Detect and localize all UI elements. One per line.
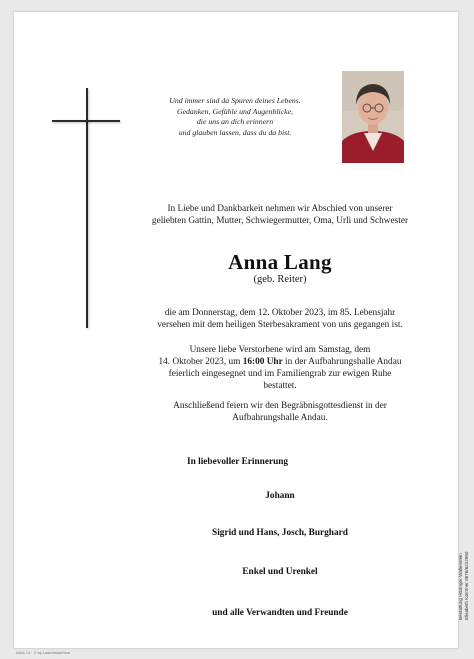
mourner-husband: Johann	[265, 491, 295, 501]
mass-info	[100, 400, 460, 424]
funeral-line: feierlich eingesegnet und im Familiengrab zur ewigen Ruhe	[168, 369, 392, 379]
deceased-portrait	[342, 71, 404, 163]
intro-line: In Liebe und Dankbarkeit nehmen wir Abschied von unserer	[167, 204, 393, 214]
mourner-relatives: und alle Verwandten und Freunde	[212, 608, 348, 618]
cross-icon-horizontal	[52, 120, 120, 122]
mass-line: Anschließend feiern wir den Begräbnisgottesdienst in der	[173, 401, 387, 411]
mourner-children: Sigrid und Hans, Josch, Burghard	[212, 528, 348, 538]
verse-line: und glauben lassen, dass du da bist.	[178, 127, 292, 137]
intro-line: geliebten Gattin, Mutter, Schwiegermutter, Oma, Urli und Schwester	[151, 216, 409, 226]
death-notice	[100, 307, 460, 331]
undertaker-credit	[458, 510, 470, 620]
funeral-line: bestattet.	[263, 381, 297, 391]
funeral-date: 14. Oktober 2023, um	[158, 357, 243, 367]
death-notice-line: die am Donnerstag, dem 12. Oktober 2023, im 85. Lebensjahr	[164, 308, 396, 318]
deceased-name: Anna Lang	[228, 250, 332, 274]
cross-icon-vertical	[86, 88, 88, 328]
mourners-heading: In liebevoller Erinnerung	[187, 457, 289, 467]
portrait-image	[342, 71, 404, 163]
mourner-grandchildren: Enkel und Urenkel	[242, 567, 318, 577]
print-code: A5/A 74 · © by Lasermaschine	[16, 650, 71, 655]
verse-line: Gedanken, Gefühle und Augenblicke,	[176, 106, 294, 116]
intro-text	[100, 203, 460, 227]
funeral-line: Unsere liebe Verstorbene wird am Samstag, dem	[189, 345, 371, 355]
memorial-verse	[135, 96, 335, 138]
mass-line: Aufbahrungshalle Andau.	[232, 413, 328, 423]
verse-line: Und immer sind da Spuren deines Lebens.	[169, 96, 301, 105]
credit-line: Elisabeth Kärntner 0676/6222950	[464, 551, 469, 620]
funeral-location: in der Aufbahrungshalle Andau	[282, 357, 402, 367]
funeral-line-date	[100, 356, 460, 368]
funeral-info	[100, 344, 460, 392]
verse-line: die uns an dich erinnern	[196, 117, 274, 126]
maiden-name: (geb. Reiter)	[253, 274, 307, 285]
credit-line: Bestattung Hözinger-Wallenstein	[458, 553, 463, 620]
death-notice-line: versehen mit dem heiligen Sterbesakrament von uns gegangen ist.	[157, 320, 403, 330]
funeral-time: 16:00 Uhr	[242, 357, 283, 367]
